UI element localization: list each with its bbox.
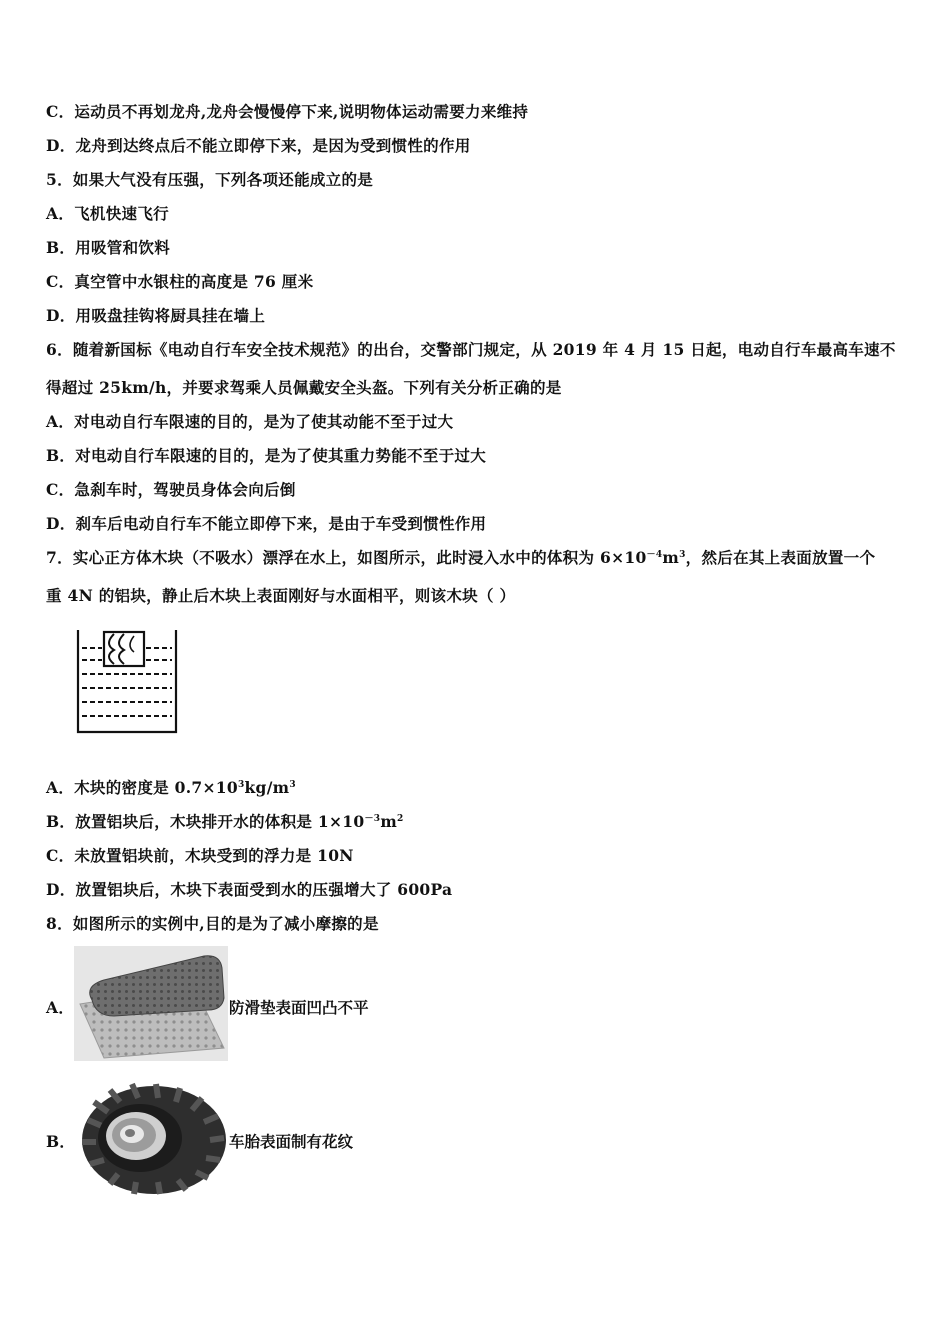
q8-option-b-letter: B． bbox=[46, 1132, 76, 1151]
q7-stem-line1: 7．实心正方体木块（不吸水）漂浮在水上，如图所示，此时浸入水中的体积为 $6\times 10^{-4}m^3$，然后在其上表面放置一个 bbox=[46, 548, 876, 567]
q5-option-d: D．用吸盘挂钩将厨具挂在墙上 bbox=[46, 306, 266, 325]
anti-slip-mat-photo bbox=[74, 946, 228, 1061]
q6-option-c: C．急刹车时，驾驶员身体会向后倒 bbox=[46, 480, 296, 499]
q8-option-a-letter: A． bbox=[46, 998, 75, 1017]
q6-option-a: A．对电动自行车限速的目的，是为了使其动能不至于过大 bbox=[46, 412, 454, 431]
q7-option-d: D．放置铝块后，木块下表面受到水的压强增大了 600Pa bbox=[46, 880, 453, 899]
tire-photo bbox=[74, 1080, 228, 1198]
q7-option-a: A．木块的密度是 $0.7\times 10^3kg/m^3$ bbox=[46, 778, 296, 797]
q7-option-b: B．放置铝块后，木块排开水的体积是 $1\times 10^{-3}m^2$ bbox=[46, 812, 404, 831]
q5-option-c: C．真空管中水银柱的高度是 76 厘米 bbox=[46, 272, 314, 291]
q6-option-d: D．刹车后电动自行车不能立即停下来，是由于车受到惯性作用 bbox=[46, 514, 487, 533]
q8-option-a-text: 防滑垫表面凹凸不平 bbox=[229, 998, 369, 1017]
q8-option-b-text: 车胎表面制有花纹 bbox=[229, 1132, 354, 1151]
q6-option-b: B．对电动自行车限速的目的，是为了使其重力势能不至于过大 bbox=[46, 446, 487, 465]
q5-option-a: A．飞机快速飞行 bbox=[46, 204, 169, 223]
q5-stem: 5．如果大气没有压强，下列各项还能成立的是 bbox=[46, 170, 374, 189]
q8-stem: 8．如图所示的实例中,目的是为了减小摩擦的是 bbox=[46, 914, 379, 933]
q7-stem-line2: 重 4N 的铝块，静止后木块上表面刚好与水面相平，则该木块（ ） bbox=[46, 586, 516, 605]
q7-option-c: C．未放置铝块前，木块受到的浮力是 10N bbox=[46, 846, 354, 865]
floating-block-figure bbox=[74, 626, 182, 736]
q5-option-b: B．用吸管和饮料 bbox=[46, 238, 171, 257]
q6-stem-line1: 6．随着新国标《电动自行车安全技术规范》的出台，交警部门规定，从 2019 年 4 月 15 日起，电动自行车最高车速不 bbox=[46, 340, 896, 359]
q4-option-c: C．运动员不再划龙舟,龙舟会慢慢停下来,说明物体运动需要力来维持 bbox=[46, 102, 529, 121]
q4-option-d: D．龙舟到达终点后不能立即停下来，是因为受到惯性的作用 bbox=[46, 136, 471, 155]
q6-stem-line2: 得超过 25km/h，并要求驾乘人员佩戴安全头盔。下列有关分析正确的是 bbox=[46, 378, 562, 397]
